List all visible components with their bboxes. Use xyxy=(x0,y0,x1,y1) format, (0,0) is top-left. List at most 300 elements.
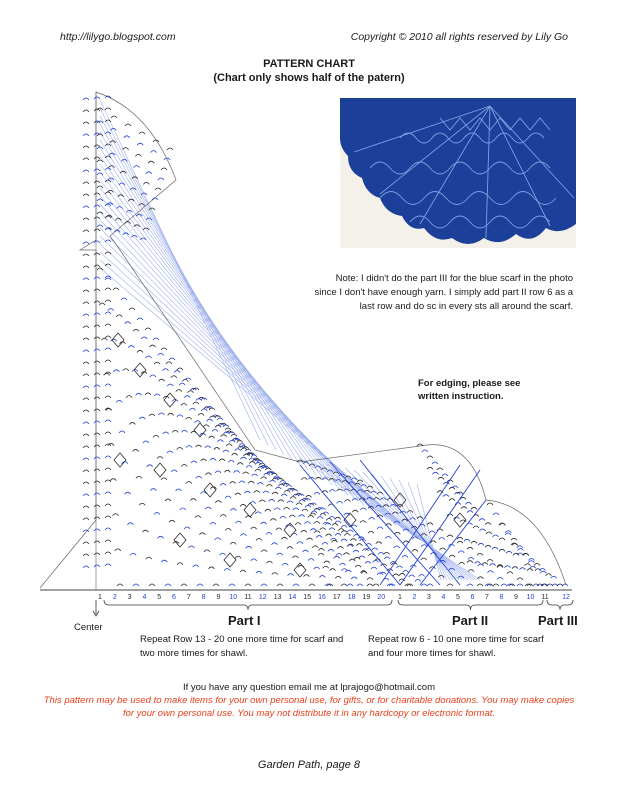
stitch xyxy=(186,446,192,448)
stitch xyxy=(284,507,290,509)
stitch xyxy=(181,584,187,586)
stitch xyxy=(384,552,390,554)
stitch xyxy=(511,538,517,540)
stitch xyxy=(196,476,202,478)
stitch xyxy=(105,348,111,350)
stitch xyxy=(479,519,485,521)
row-number: 17 xyxy=(332,594,341,601)
stitch xyxy=(94,397,100,399)
row-number: 15 xyxy=(303,594,312,601)
stitch xyxy=(281,537,287,539)
stitch xyxy=(245,584,251,586)
stitch xyxy=(433,472,439,474)
row-number: 13 xyxy=(273,594,282,601)
stitch xyxy=(248,481,254,483)
row-number: 10 xyxy=(526,594,535,601)
stitch xyxy=(403,571,409,573)
stitch xyxy=(215,501,221,503)
stitch xyxy=(239,481,245,483)
stitch xyxy=(230,482,236,484)
stitch xyxy=(210,523,216,525)
stitch xyxy=(335,517,341,519)
stitch xyxy=(94,205,100,207)
stitch xyxy=(149,584,155,586)
stitch xyxy=(113,514,119,516)
stitch xyxy=(246,546,252,548)
stitch xyxy=(154,362,160,364)
stitch xyxy=(212,430,218,432)
stitch xyxy=(368,531,374,533)
stitch xyxy=(518,549,524,551)
stitch xyxy=(105,564,111,566)
row-number: 18 xyxy=(347,594,356,601)
stitch xyxy=(240,457,246,459)
diamond-motif xyxy=(204,483,216,497)
stitch xyxy=(158,178,164,180)
row-number: 4 xyxy=(142,594,147,601)
stitch xyxy=(337,489,343,491)
stitch xyxy=(393,574,399,576)
stitch xyxy=(332,540,338,542)
stitch xyxy=(158,536,164,538)
guide-line xyxy=(100,204,364,505)
stitch xyxy=(83,554,89,556)
stitch xyxy=(517,578,523,580)
stitch xyxy=(254,491,260,493)
stitch xyxy=(94,493,100,495)
stitch xyxy=(184,527,190,529)
stitch xyxy=(525,564,531,566)
row-number: 20 xyxy=(377,594,386,601)
stitch xyxy=(83,206,89,208)
row-number: 11 xyxy=(541,594,549,601)
stitch xyxy=(275,487,281,489)
stitch xyxy=(83,278,89,280)
stitch xyxy=(437,468,443,470)
stitch xyxy=(261,550,267,552)
stitch xyxy=(269,499,275,501)
stitch xyxy=(139,132,145,134)
stitch xyxy=(165,584,171,586)
stitch xyxy=(347,584,353,586)
stitch xyxy=(323,566,329,568)
stitch xyxy=(105,336,111,338)
repeat-part1-line-2: two more times for shawl. xyxy=(140,648,248,659)
row-number: 9 xyxy=(514,594,518,601)
stitch xyxy=(115,549,121,551)
stitch xyxy=(94,157,100,159)
diamond-motif xyxy=(114,453,126,467)
stitch xyxy=(148,161,154,163)
stitch xyxy=(83,326,89,328)
stitch xyxy=(235,521,241,523)
stitch xyxy=(109,153,115,155)
stitch xyxy=(83,482,89,484)
stitch xyxy=(359,556,365,558)
stitch xyxy=(105,396,111,398)
stitch xyxy=(83,146,89,148)
stitch xyxy=(139,417,145,419)
stitch xyxy=(512,567,518,569)
stitch xyxy=(329,517,335,519)
stitch xyxy=(198,413,204,415)
stitch xyxy=(367,486,373,488)
stitch xyxy=(317,517,323,519)
stitch xyxy=(286,485,292,487)
stitch xyxy=(261,584,267,586)
row-number: 2 xyxy=(412,594,417,601)
stitch xyxy=(159,379,165,381)
stitch xyxy=(318,549,324,551)
stitch xyxy=(105,264,111,266)
stitch xyxy=(83,350,89,352)
stitch xyxy=(94,565,100,567)
stitch xyxy=(293,508,299,510)
stitch xyxy=(169,520,175,522)
stitch xyxy=(276,528,282,530)
stitch xyxy=(94,421,100,423)
stitch xyxy=(94,349,100,351)
stitch xyxy=(336,554,342,556)
stitch xyxy=(137,143,143,145)
stitch xyxy=(94,97,100,99)
row-number: 19 xyxy=(362,594,371,601)
stitch xyxy=(355,565,361,567)
stitch xyxy=(105,540,111,542)
edging-line-2: written instruction. xyxy=(418,391,504,402)
stitch xyxy=(350,539,356,541)
stitch xyxy=(165,499,171,501)
stitch xyxy=(235,556,241,558)
row-number: 8 xyxy=(499,594,504,601)
license-line-1: This pattern may be used to make items for your own personal use, for gifts, or for charitable donations. You may make copies xyxy=(43,695,575,706)
stitch xyxy=(158,353,164,355)
stitch xyxy=(101,338,107,340)
stitch xyxy=(265,468,271,470)
stitch xyxy=(113,288,119,290)
stitch xyxy=(310,513,316,515)
stitch xyxy=(83,362,89,364)
stitch xyxy=(427,584,433,586)
stitch xyxy=(256,571,262,573)
stitch xyxy=(237,463,243,465)
stitch xyxy=(177,415,183,417)
stitch xyxy=(229,584,235,586)
stitch xyxy=(105,492,111,494)
stitch xyxy=(215,425,221,427)
stitch xyxy=(105,516,111,518)
stitch xyxy=(111,116,117,118)
stitch xyxy=(467,547,473,549)
stitch xyxy=(478,577,484,579)
stitch xyxy=(220,484,226,486)
stitch xyxy=(171,470,177,472)
stitch xyxy=(182,430,188,432)
stitch xyxy=(105,528,111,530)
stitch xyxy=(301,478,307,480)
stitch xyxy=(154,513,160,515)
stitch xyxy=(490,564,496,566)
stitch xyxy=(290,497,296,499)
stitch xyxy=(189,408,195,410)
stitch xyxy=(83,182,89,184)
stitch xyxy=(167,384,173,386)
stitch xyxy=(281,494,287,496)
stitch xyxy=(337,501,343,503)
stitch xyxy=(171,376,177,378)
stitch xyxy=(94,301,100,303)
stitch xyxy=(127,523,133,525)
stitch xyxy=(190,499,196,501)
stitch xyxy=(223,450,229,452)
stitch xyxy=(161,348,167,350)
part3-label: Part III xyxy=(538,613,578,628)
stitch xyxy=(94,277,100,279)
stitch xyxy=(266,533,272,535)
stitch xyxy=(442,474,448,476)
stitch xyxy=(373,584,379,586)
stitch xyxy=(302,550,308,552)
stitch xyxy=(94,313,100,315)
part1-label: Part I xyxy=(228,613,261,628)
stitch xyxy=(231,434,237,436)
row-number: 1 xyxy=(398,594,402,601)
stitch xyxy=(161,560,167,562)
stitch xyxy=(459,562,465,564)
stitch xyxy=(174,371,180,373)
stitch xyxy=(255,512,261,514)
stitch xyxy=(228,460,234,462)
stitch xyxy=(83,134,89,136)
stitch xyxy=(517,584,523,586)
stitch xyxy=(457,541,463,543)
stitch xyxy=(240,504,246,506)
stitch xyxy=(105,432,111,434)
stitch xyxy=(529,559,535,561)
stitch xyxy=(528,561,534,563)
stitch xyxy=(473,526,479,528)
stitch xyxy=(94,241,100,243)
stitch xyxy=(287,501,293,503)
stitch xyxy=(378,553,384,555)
stitch xyxy=(105,360,111,362)
stitch xyxy=(371,567,377,569)
guide-line xyxy=(100,148,308,470)
edging-line-1: For edging, please see xyxy=(418,378,521,389)
stitch xyxy=(429,531,435,533)
stitch xyxy=(270,519,276,521)
stitch xyxy=(153,435,159,437)
stitch xyxy=(215,538,221,540)
stitch xyxy=(121,298,127,300)
stitch xyxy=(447,535,453,537)
stitch xyxy=(272,492,278,494)
guide-line xyxy=(100,188,348,495)
stitch xyxy=(322,478,328,480)
stitch xyxy=(266,561,272,563)
stitch xyxy=(94,517,100,519)
stitch xyxy=(163,432,169,434)
stitch xyxy=(167,148,173,150)
stitch xyxy=(94,505,100,507)
stitch xyxy=(83,374,89,376)
stitch xyxy=(94,457,100,459)
stitch xyxy=(94,253,100,255)
stitch xyxy=(467,511,473,513)
stitch xyxy=(417,517,423,519)
stitch xyxy=(105,468,111,470)
stitch xyxy=(394,532,400,534)
row-number: 9 xyxy=(216,594,221,601)
stitch xyxy=(329,528,335,530)
stitch xyxy=(458,551,464,553)
stitch xyxy=(422,450,428,452)
stitch xyxy=(97,199,103,201)
stitch xyxy=(505,531,511,533)
stitch xyxy=(517,553,523,555)
stitch xyxy=(142,530,148,532)
stitch xyxy=(153,140,159,142)
stitch xyxy=(507,572,513,574)
row-number: 11 xyxy=(244,594,252,601)
stitch xyxy=(94,145,100,147)
stitch xyxy=(338,529,344,531)
stitch xyxy=(225,428,231,430)
stitch xyxy=(277,584,283,586)
stitch xyxy=(166,362,172,364)
stitch xyxy=(105,552,111,554)
stitch xyxy=(520,568,526,570)
note-line-2: since I don't have enough yarn. I simply add part II row 6 as a xyxy=(314,287,573,298)
stitch xyxy=(239,444,245,446)
stitch xyxy=(232,453,238,455)
stitch xyxy=(204,550,210,552)
stitch xyxy=(139,503,145,505)
stitch xyxy=(477,584,483,586)
stitch xyxy=(130,553,136,555)
row-number: 4 xyxy=(441,594,446,601)
repeat-part1-line-1: Repeat Row 13 - 20 one more time for scarf and xyxy=(140,634,344,645)
stitch xyxy=(334,556,340,558)
stitch xyxy=(226,444,232,446)
stitch xyxy=(546,574,552,576)
row-number: 12 xyxy=(258,594,267,601)
stitch xyxy=(196,445,202,447)
row-numbers xyxy=(98,594,570,601)
stitch xyxy=(314,531,320,533)
stitch xyxy=(255,469,261,471)
stitch xyxy=(427,467,433,469)
stitch xyxy=(493,535,499,537)
stitch xyxy=(301,530,307,532)
note-line-3: last row and do sc in every sts all around the scarf. xyxy=(359,301,573,312)
stitch xyxy=(235,493,241,495)
part2-brace xyxy=(398,600,543,610)
stitch xyxy=(181,404,187,406)
note-text xyxy=(305,272,573,314)
stitch xyxy=(360,508,366,510)
stitch xyxy=(306,495,312,497)
stitch xyxy=(360,521,366,523)
stitch xyxy=(263,491,269,493)
stitch xyxy=(402,556,408,558)
row-number: 16 xyxy=(318,594,326,601)
stitch xyxy=(147,465,153,467)
stitch xyxy=(105,420,111,422)
stitch xyxy=(289,515,295,517)
stitch xyxy=(110,479,116,481)
stitch xyxy=(94,373,100,375)
stitch xyxy=(438,477,444,479)
stitch xyxy=(493,513,499,515)
row-number: 1 xyxy=(98,594,102,601)
stitch xyxy=(244,491,250,493)
stitch xyxy=(186,417,192,419)
stitch xyxy=(252,474,258,476)
stitch xyxy=(193,402,199,404)
stitch xyxy=(161,168,167,170)
row-number: 7 xyxy=(186,594,191,601)
row-number: 10 xyxy=(229,594,238,601)
stitch xyxy=(225,528,231,530)
stitch xyxy=(105,456,111,458)
row-number: 12 xyxy=(562,594,570,601)
stitch xyxy=(94,229,100,231)
stitch xyxy=(177,368,183,370)
stitch xyxy=(341,531,347,533)
stitch xyxy=(271,543,277,545)
stitch xyxy=(94,169,100,171)
stitch xyxy=(83,542,89,544)
stitch xyxy=(246,466,252,468)
chart-title: PATTERN CHART xyxy=(263,58,355,70)
stitch xyxy=(225,496,231,498)
diamond-motif xyxy=(174,533,186,547)
row-number: 3 xyxy=(127,594,132,601)
stitch xyxy=(351,577,357,579)
stitch xyxy=(83,410,89,412)
stitch xyxy=(94,337,100,339)
stitch xyxy=(129,308,135,310)
stitch xyxy=(83,266,89,268)
stitch xyxy=(94,469,100,471)
stitch xyxy=(464,539,470,541)
stitch xyxy=(195,516,201,518)
stitch xyxy=(292,556,298,558)
stitch xyxy=(415,580,421,582)
stitch xyxy=(421,584,427,586)
stitch xyxy=(208,567,214,569)
stitch xyxy=(461,507,467,509)
stitch xyxy=(274,508,280,510)
stitch xyxy=(157,457,163,459)
stitch xyxy=(110,141,116,143)
row-number: 3 xyxy=(427,594,431,601)
diamond-motif xyxy=(154,463,166,477)
stitch xyxy=(133,449,139,451)
stitch xyxy=(203,425,209,427)
stitch xyxy=(97,186,103,188)
stitch xyxy=(505,533,511,535)
stitch xyxy=(104,373,110,375)
stitch xyxy=(477,553,483,555)
stitch xyxy=(230,542,236,544)
stitch xyxy=(137,350,143,352)
stitch xyxy=(235,449,241,451)
stitch xyxy=(224,470,230,472)
stitch xyxy=(94,481,100,483)
stitch xyxy=(534,564,540,566)
